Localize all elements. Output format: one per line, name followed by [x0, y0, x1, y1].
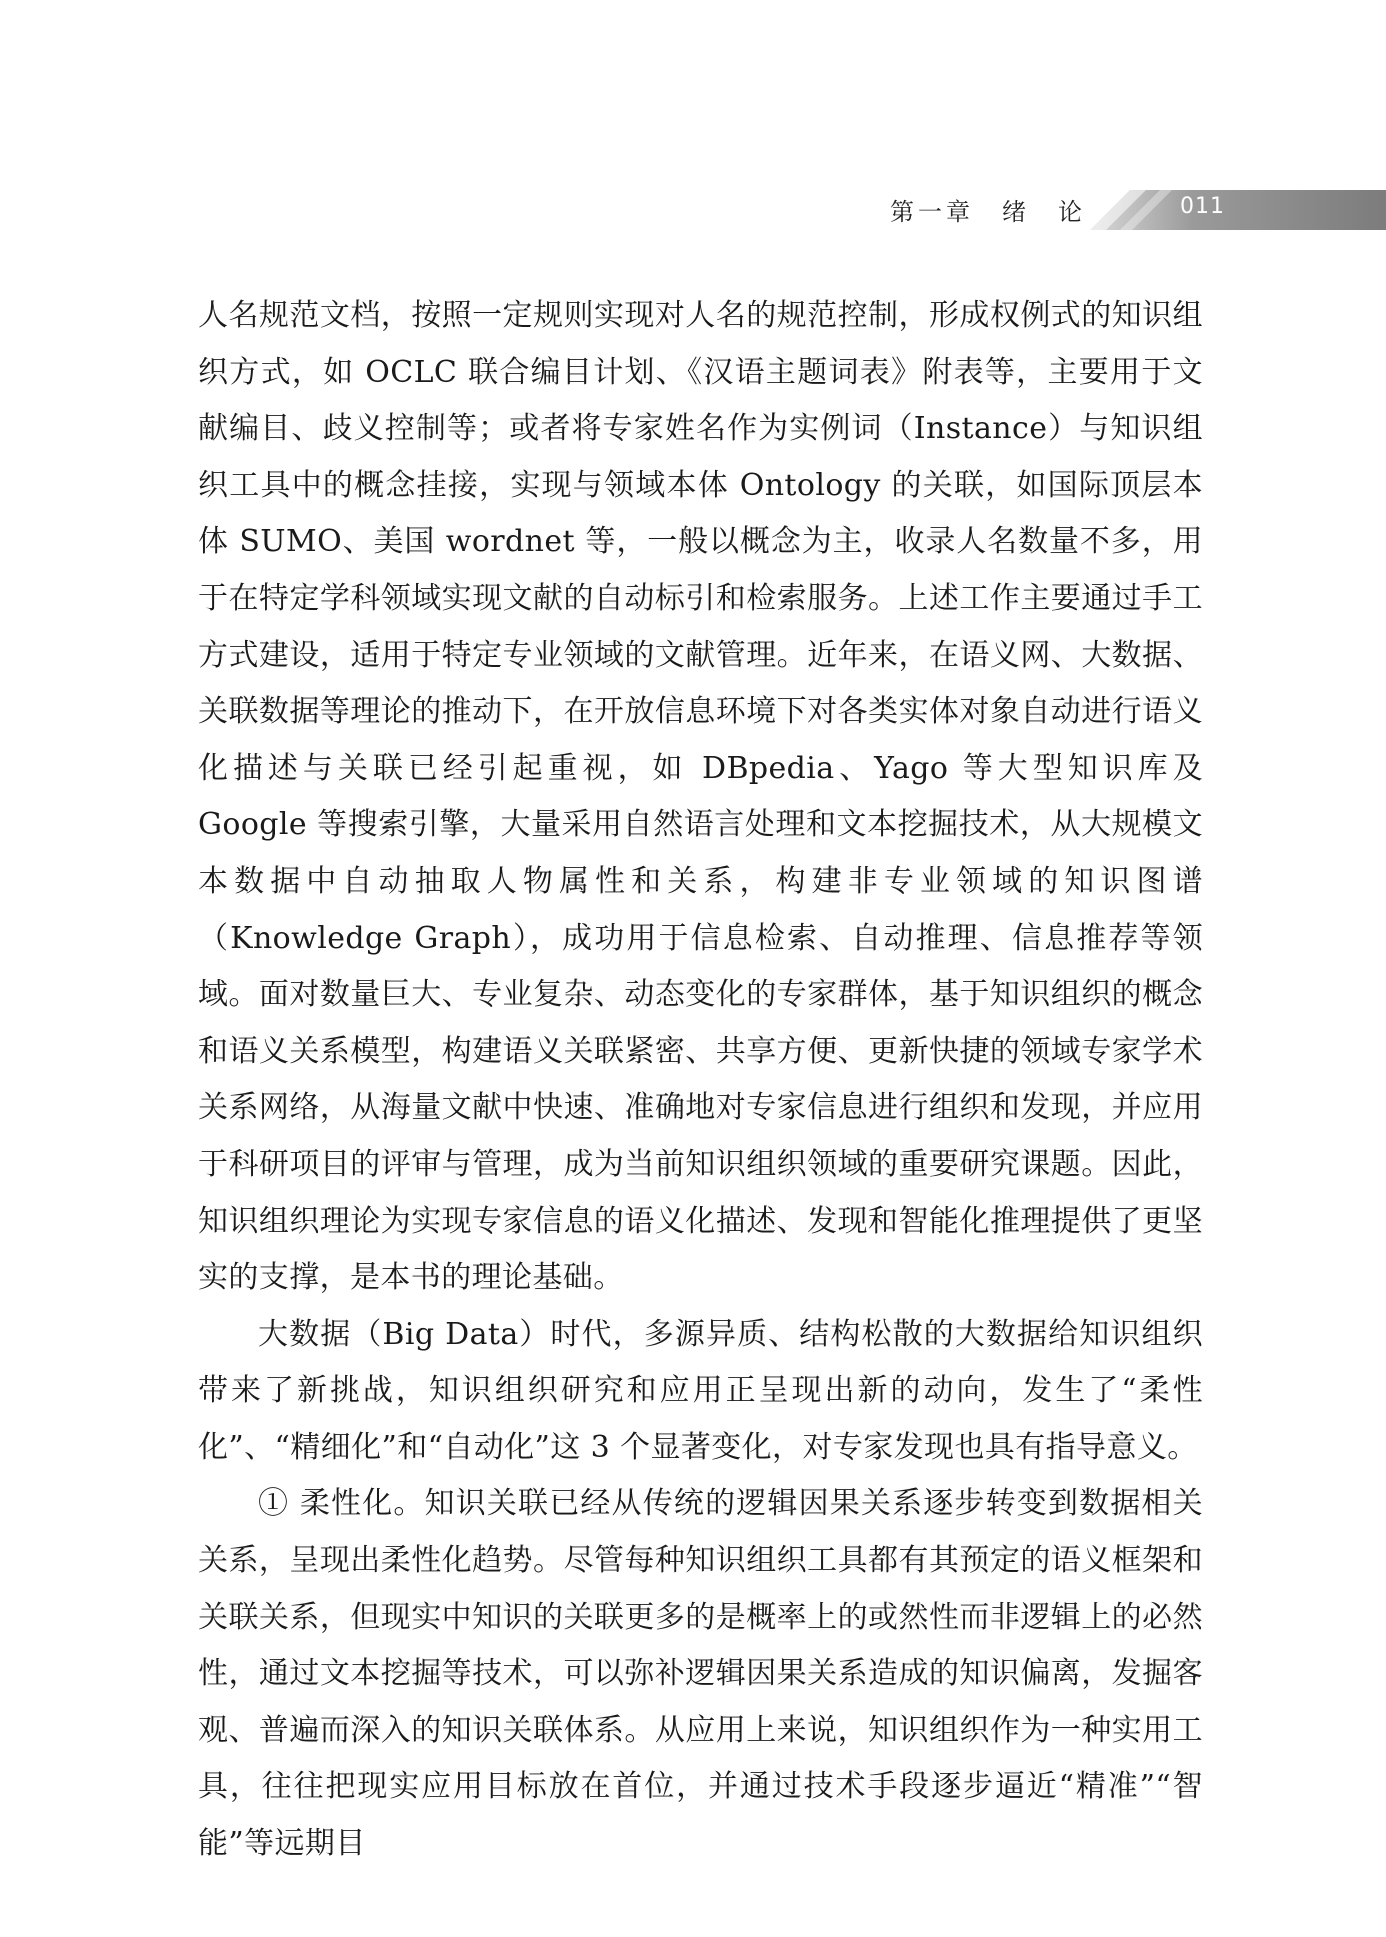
- paragraph: 人名规范文档，按照一定规则实现对人名的规范控制，形成权例式的知识组织方式，如 OCLC 联合编目计划、《汉语主题词表》附表等，主要用于文献编目、歧义控制等；或者将专家姓名作为实例词（Instance）与知识组织工具中的概念挂接，实现与领域本体 Ontology 的关联，如国际顶层本体 SUMO、美国 wordnet 等，一般以概念为主，收录人名数量不多，用于在特定学科领域实现文献的自动标引和检索服务。上述工作主要通过手工方式建设，适用于特定专业领域的文献管理。近年来，在语义网、大数据、关联数据等理论的推动下，在开放信息环境下对各类实体对象自动进行语义化描述与关联已经引起重视，如 DBpedia、Yago 等大型知识库及 Google 等搜索引擎，大量采用自然语言处理和文本挖掘技术，从大规模文本数据中自动抽取人物属性和关系，构建非专业领域的知识图谱（Knowledge Graph），成功用于信息检索、自动推理、信息推荐等领域。面对数量巨大、专业复杂、动态变化的专家群体，基于知识组织的概念和语义关系模型，构建语义关联紧密、共享方便、更新快捷的领域专家学术关系网络，从海量文献中快速、准确地对专家信息进行组织和发现，并应用于科研项目的评审与管理，成为当前知识组织领域的重要研究课题。因此，知识组织理论为实现专家信息的语义化描述、发现和智能化推理提供了更坚实的支撑，是本书的理论基础。: [198, 298, 1203, 1296]
- paragraph: ① 柔性化。知识关联已经从传统的逻辑因果关系逐步转变到数据相关关系，呈现出柔性化趋势。尽管每种知识组织工具都有其预定的语义框架和关联关系，但现实中知识的关联更多的是概率上的或然性而非逻辑上的必然性，通过文本挖掘等技术，可以弥补逻辑因果关系造成的知识偏离，发掘客观、普遍而深入的知识关联体系。从应用上来说，知识组织作为一种实用工具，往往把现实应用目标放在首位，并通过技术手段逐步逼近“精准”“智能”等远期目: [198, 1486, 1203, 1862]
- page-number: 011: [1180, 194, 1225, 219]
- header-band: [1090, 190, 1386, 230]
- body-text: [198, 288, 1203, 1873]
- running-header: [0, 190, 1386, 234]
- paragraph: 大数据（Big Data）时代，多源异质、结构松散的大数据给知识组织带来了新挑战，知识组织研究和应用正呈现出新的动向，发生了“柔性化”、“精细化”和“自动化”这 3 个显著变化，对专家发现也具有指导意义。: [198, 1316, 1203, 1465]
- chapter-title: 第一章 绪 论: [890, 198, 1086, 226]
